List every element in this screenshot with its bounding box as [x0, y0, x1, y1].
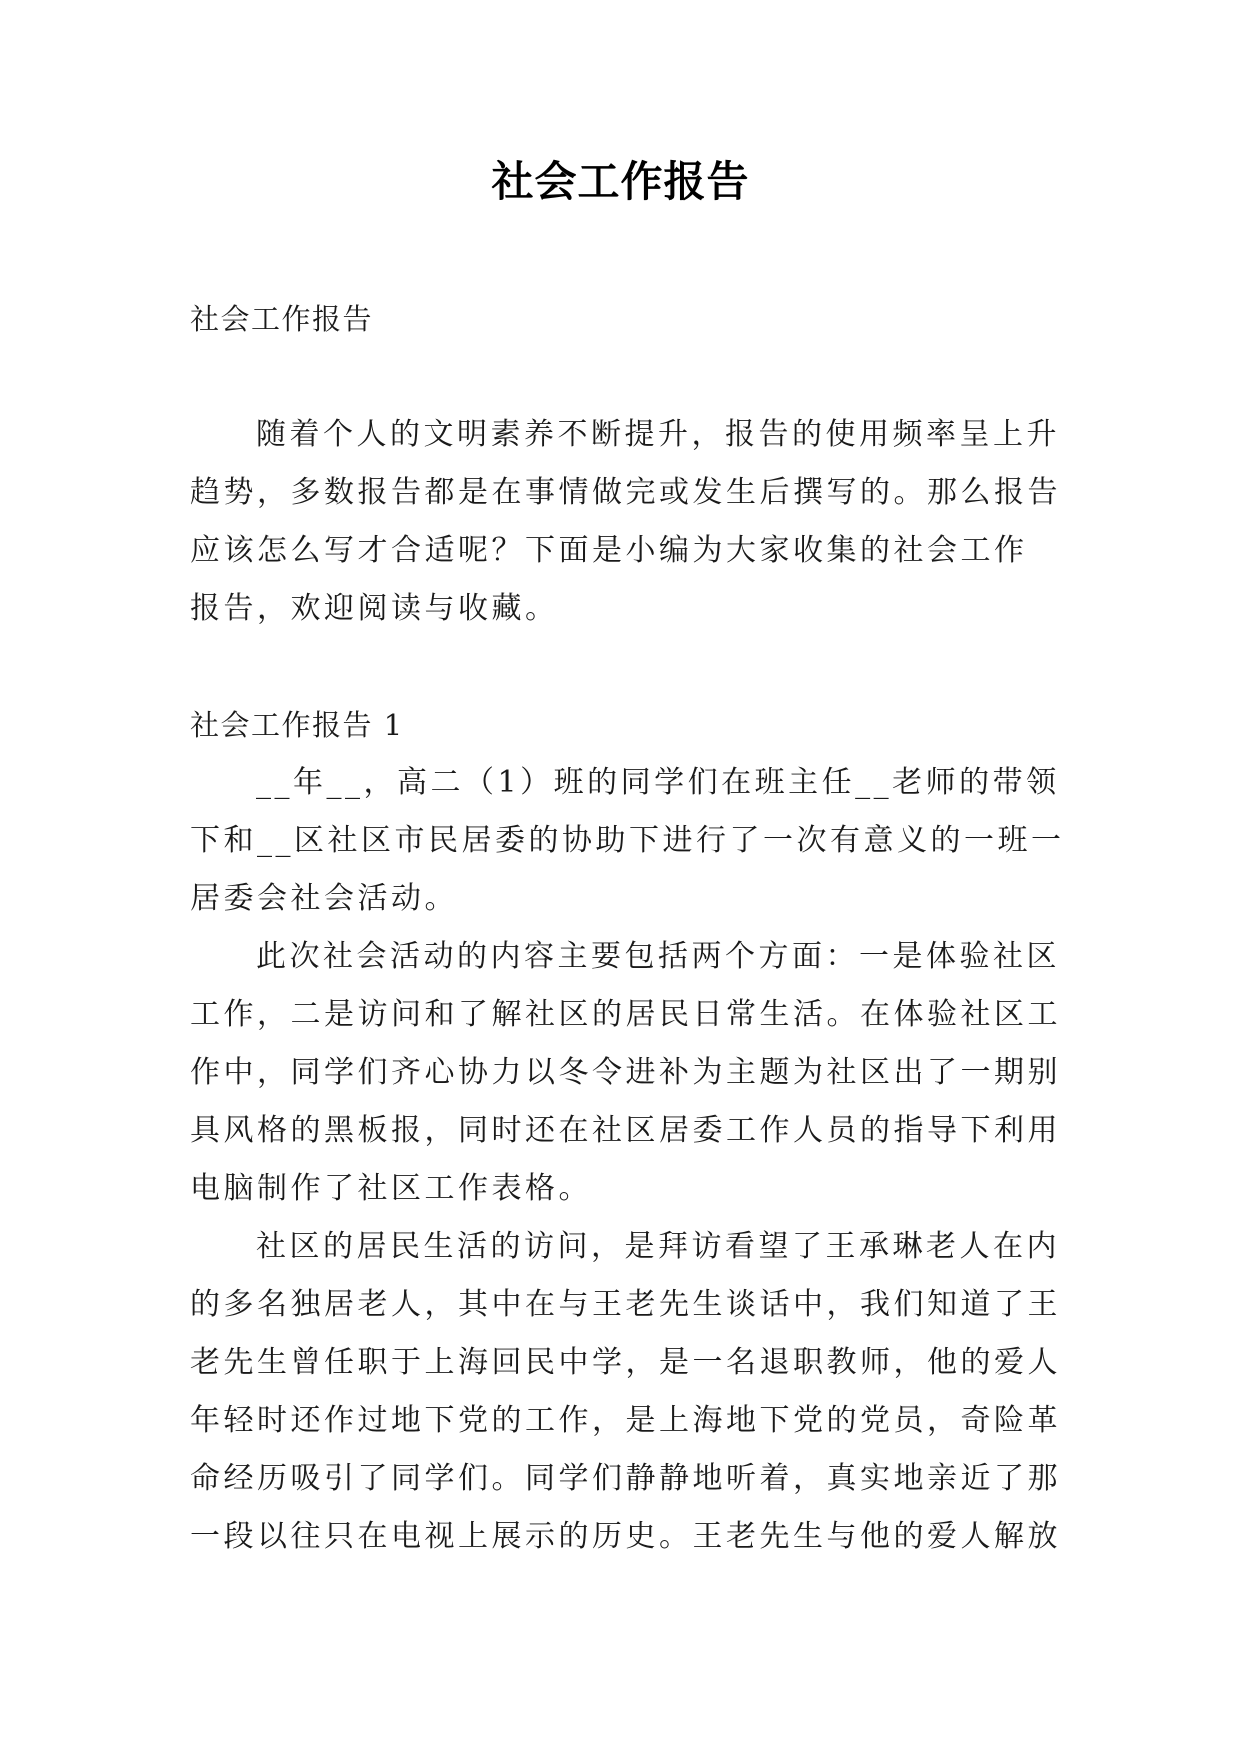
spacer — [190, 638, 1062, 696]
spacer — [190, 348, 1062, 406]
text-line: 工作，二是访问和了解社区的居民日常生活。在体验社区工 — [190, 997, 1061, 1032]
text-line: __年__，高二（1）班的同学们在班主任__老师的带领 — [256, 765, 1060, 800]
paragraph-2 — [190, 928, 1062, 1218]
paragraph-1 — [190, 754, 1065, 928]
text-line: 此次社会活动的内容主要包括两个方面：一是体验社区 — [256, 939, 1060, 974]
text-line: 报告，欢迎阅读与收藏。 — [190, 591, 559, 626]
text-line: 居委会社会活动。 — [190, 881, 458, 916]
text-line: 作中，同学们齐心协力以冬令进补为主题为社区出了一期别 — [190, 1055, 1061, 1090]
text-line: 具风格的黑板报，同时还在社区居委工作人员的指导下利用 — [190, 1113, 1061, 1148]
intro-paragraph — [190, 406, 1062, 638]
document-subtitle: 社会工作报告 — [190, 302, 374, 336]
document-body — [190, 290, 1065, 1566]
text-line: 电脑制作了社区工作表格。 — [190, 1171, 592, 1206]
text-line: 趋势，多数报告都是在事情做完或发生后撰写的。那么报告 — [190, 475, 1061, 510]
paragraph-3 — [190, 1218, 1062, 1566]
text-line: 下和__区社区市民居委的协助下进行了一次有意义的一班一 — [190, 823, 1065, 858]
text-line: 命经历吸引了同学们。同学们静静地听着，真实地亲近了那 — [190, 1461, 1061, 1496]
text-line: 随着个人的文明素养不断提升，报告的使用频率呈上升 — [256, 417, 1060, 452]
page-title: 社会工作报告 — [491, 157, 750, 206]
text-line: 一段以往只在电视上展示的历史。王老先生与他的爱人解放 — [190, 1519, 1061, 1554]
section-heading: 社会工作报告 1 — [190, 708, 404, 742]
text-line: 社区的居民生活的访问，是拜访看望了王承琳老人在内 — [256, 1229, 1060, 1264]
text-line: 的多名独居老人，其中在与王老先生谈话中，我们知道了王 — [190, 1287, 1061, 1322]
text-line: 年轻时还作过地下党的工作，是上海地下党的党员，奇险革 — [190, 1403, 1061, 1438]
text-line: 应该怎么写才合适呢？下面是小编为大家收集的社会工作 — [190, 533, 1028, 568]
text-line: 老先生曾任职于上海回民中学，是一名退职教师，他的爱人 — [190, 1345, 1061, 1380]
